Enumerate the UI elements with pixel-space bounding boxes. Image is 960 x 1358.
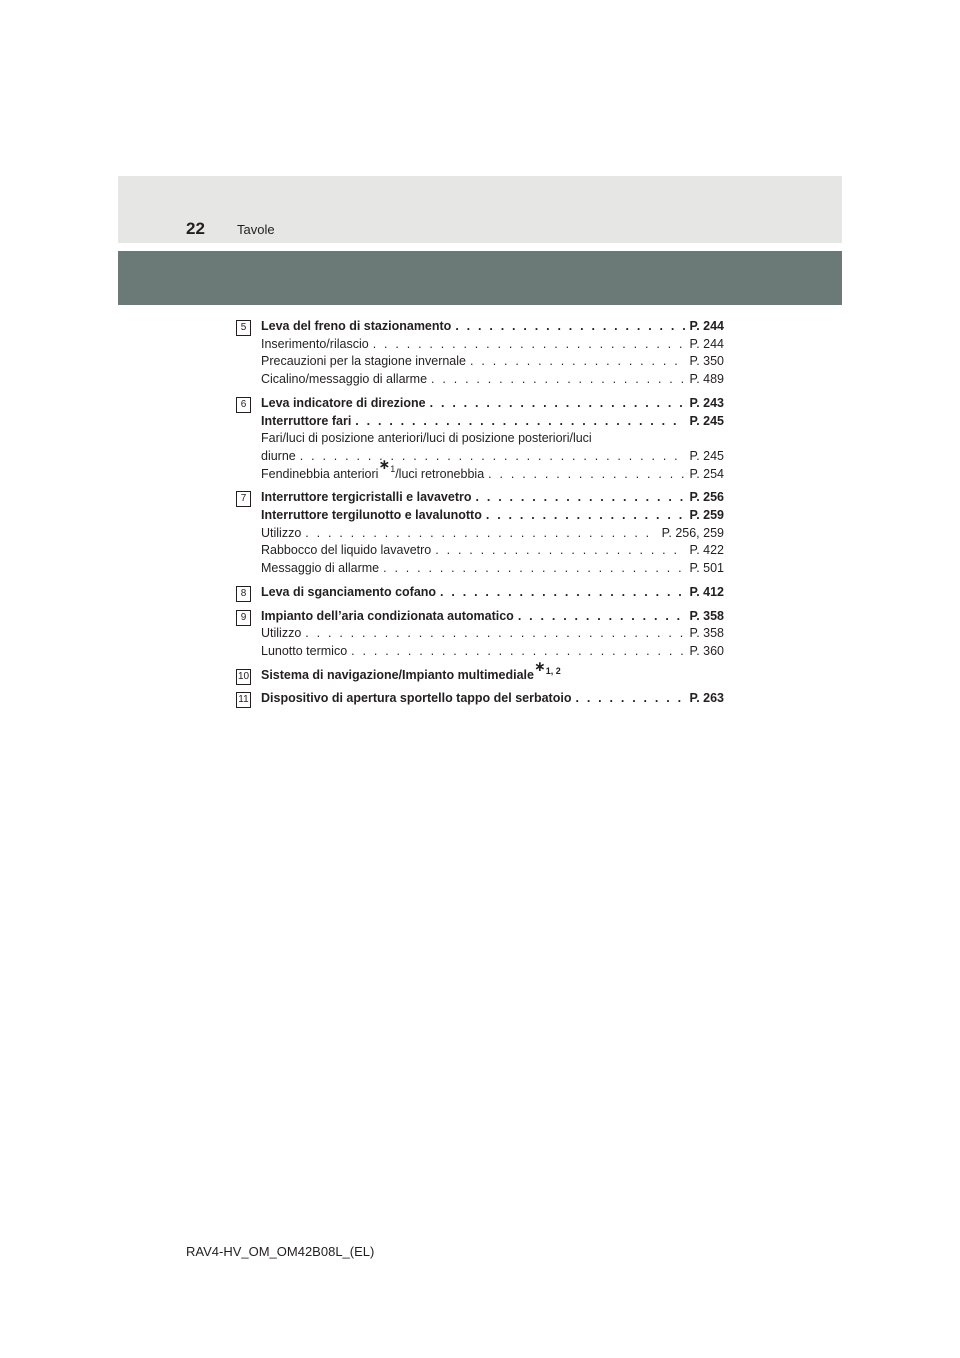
header-band xyxy=(118,176,842,243)
page-reference[interactable]: P. 263 xyxy=(689,691,724,706)
asterisk-icon: ∗ xyxy=(533,657,546,674)
index-entry xyxy=(261,430,724,448)
dot-leader xyxy=(470,353,685,371)
page-reference[interactable]: P. 254 xyxy=(689,466,724,481)
index-entry xyxy=(261,456,724,484)
page-reference[interactable]: P. 358 xyxy=(689,608,724,623)
dot-leader xyxy=(486,507,686,525)
item-number-badge: 5 xyxy=(236,320,251,336)
page-number: 22 xyxy=(186,219,205,238)
index-entry xyxy=(261,336,724,354)
page-reference[interactable]: P. 360 xyxy=(689,643,724,658)
footnote-marker xyxy=(533,657,561,676)
dot-leader xyxy=(355,413,685,431)
index-entry xyxy=(261,371,724,389)
index-entry xyxy=(261,318,724,336)
item-number-badge: 9 xyxy=(236,610,251,626)
footnote-number: 1, 2 xyxy=(545,665,561,676)
page-reference[interactable]: P. 422 xyxy=(689,543,724,558)
entry-label: diurne xyxy=(261,448,296,463)
page-reference[interactable]: P. 501 xyxy=(689,561,724,576)
section-banner xyxy=(118,251,842,305)
dot-leader xyxy=(476,489,686,507)
index-group xyxy=(236,489,724,578)
entry-label: Impianto dell’aria condizionata automatico xyxy=(261,608,514,623)
entry-label: Messaggio di allarme xyxy=(261,561,380,576)
page-reference[interactable]: P. 243 xyxy=(689,395,724,410)
item-number-badge: 6 xyxy=(236,397,251,413)
page-reference[interactable]: P. 245 xyxy=(689,448,724,463)
page-reference[interactable]: P. 245 xyxy=(689,413,724,428)
item-number-badge: 11 xyxy=(236,692,251,708)
index-entry xyxy=(261,560,724,578)
entry-label: Cicalino/messaggio di allarme xyxy=(261,372,428,387)
entry-label: Fari/luci di posizione anteriori/luci di posizione posteriori/luci xyxy=(261,431,592,446)
entry-label: Lunotto termico xyxy=(261,643,348,658)
index-entry xyxy=(261,643,724,661)
page-reference[interactable]: P. 358 xyxy=(689,626,724,641)
index-entry xyxy=(261,608,724,626)
index-entry xyxy=(261,657,724,685)
asterisk-icon: ∗ xyxy=(378,456,391,473)
entry-label xyxy=(261,657,561,685)
dot-leader xyxy=(430,395,686,413)
index-entry xyxy=(261,395,724,413)
index-group xyxy=(236,690,724,708)
entry-label: Precauzioni per la stagione invernale xyxy=(261,354,466,369)
item-number-badge: 7 xyxy=(236,491,251,507)
page-reference[interactable]: P. 256, 259 xyxy=(661,525,724,540)
footnote-marker xyxy=(378,456,396,475)
dot-leader xyxy=(351,643,685,661)
index-group xyxy=(236,657,724,685)
index-entry xyxy=(261,625,724,643)
dot-leader xyxy=(431,371,685,389)
index-group xyxy=(236,584,724,602)
dot-leader xyxy=(373,336,686,354)
page-reference[interactable]: P. 256 xyxy=(689,490,724,505)
document-code: RAV4-HV_OM_OM42B08L_(EL) xyxy=(186,1244,375,1259)
dot-leader xyxy=(300,448,686,466)
page-reference[interactable]: P. 244 xyxy=(689,336,724,351)
dot-leader xyxy=(440,584,685,602)
entry-label: Utilizzo xyxy=(261,626,302,641)
entry-label: Rabbocco del liquido lavavetro xyxy=(261,543,432,558)
dot-leader xyxy=(488,466,685,484)
dot-leader xyxy=(575,690,685,708)
entry-label-text: /luci retronebbia xyxy=(395,466,485,481)
dot-leader xyxy=(455,318,685,336)
item-number-badge: 8 xyxy=(236,586,251,602)
entry-label-text: Fendinebbia anteriori xyxy=(261,466,379,481)
dot-leader xyxy=(305,525,657,543)
entry-label: Interruttore tergilunotto e lavalunotto xyxy=(261,508,482,523)
entry-label: Interruttore tergicristalli e lavavetro xyxy=(261,490,472,505)
entry-label: Utilizzo xyxy=(261,525,302,540)
index-entry xyxy=(261,413,724,431)
dot-leader xyxy=(435,542,685,560)
entry-label xyxy=(261,456,485,484)
page-reference[interactable]: P. 489 xyxy=(689,372,724,387)
page-reference[interactable]: P. 259 xyxy=(689,508,724,523)
entry-label: Inserimento/rilascio xyxy=(261,336,369,351)
index-group xyxy=(236,318,724,389)
entry-label: Leva di sganciamento cofano xyxy=(261,584,437,599)
index-entry xyxy=(261,489,724,507)
index-entry xyxy=(261,584,724,602)
entry-label-text: Sistema di navigazione/Impianto multimediale xyxy=(261,667,534,682)
index-entry xyxy=(261,507,724,525)
item-number-badge: 10 xyxy=(236,669,251,685)
entry-label: Interruttore fari xyxy=(261,413,352,428)
index-entry xyxy=(261,525,724,543)
entry-label: Leva del freno di stazionamento xyxy=(261,319,452,333)
index-entry xyxy=(261,690,724,708)
index-group xyxy=(236,395,724,484)
index-list xyxy=(236,318,724,714)
index-group xyxy=(236,608,724,661)
page-reference[interactable]: P. 244 xyxy=(689,319,724,333)
index-entry xyxy=(261,353,724,371)
page-reference[interactable]: P. 412 xyxy=(689,584,724,599)
footnote-number: 1 xyxy=(390,464,396,475)
index-entry xyxy=(261,448,724,466)
entry-label: Leva indicatore di direzione xyxy=(261,395,426,410)
dot-leader xyxy=(518,608,686,626)
dot-leader xyxy=(383,560,685,578)
dot-leader xyxy=(305,625,685,643)
entry-label: Dispositivo di apertura sportello tappo del serbatoio xyxy=(261,691,572,706)
index-entry xyxy=(261,542,724,560)
section-title: Tavole xyxy=(237,222,275,237)
page-reference[interactable]: P. 350 xyxy=(689,354,724,369)
